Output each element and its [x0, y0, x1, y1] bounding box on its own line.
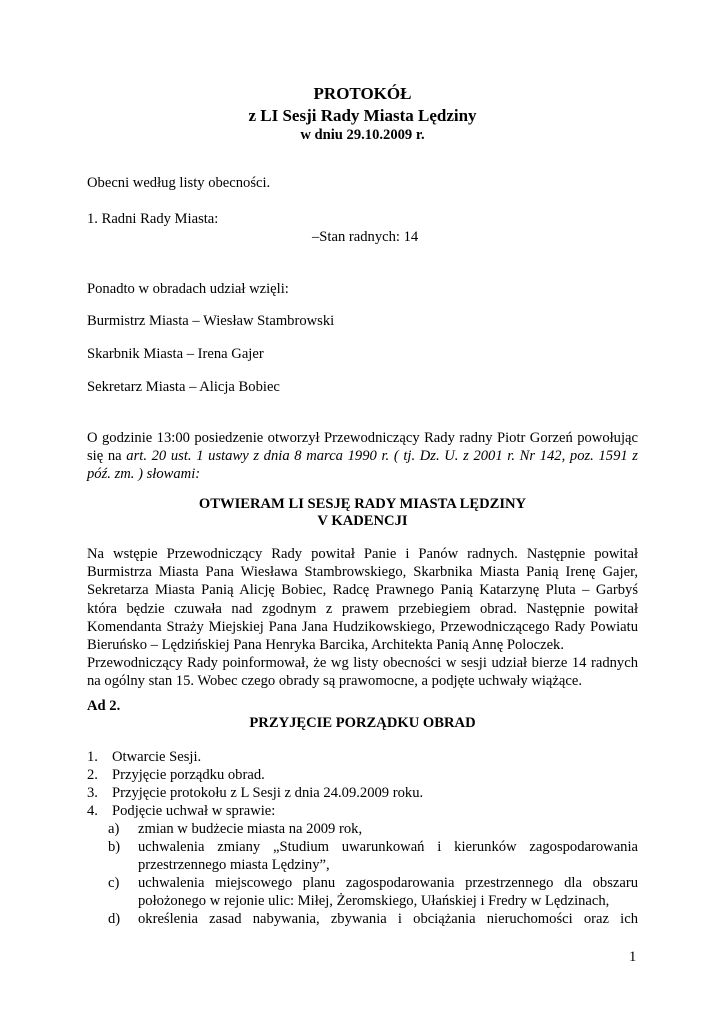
document-date: w dniu 29.10.2009 r. [300, 127, 425, 143]
person-mayor: Burmistrz Miasta – Wiesław Stambrowski [87, 313, 335, 329]
opening-line: póź. zm. ) słowami: [87, 466, 201, 483]
welcome-line: Sekretarza Miasta Panią Alicję Bobiec, Radcę Prawnego Panią Katarzynę Pluta – Garbyś [87, 582, 638, 599]
agenda-subitem-text: położonego w rejonie ulic: Miłej, Żeromskiego, Ułańskiej i Fredry w Lędzinach, [138, 893, 610, 909]
also-present-label: Ponadto w obradach udział wzięli: [87, 281, 289, 297]
agenda-subitem-letter: d) [108, 911, 121, 927]
agenda-item-text: Przyjęcie porządku obrad. [112, 767, 265, 783]
welcome-line: Burmistrza Miasta Pana Wiesława Stambrowskiego, Skarbnika Miasta Panią Irenę Gajer, [87, 564, 638, 581]
agenda-heading: PRZYJĘCIE PORZĄDKU OBRAD [249, 715, 476, 731]
document-subtitle: z LI Sesji Rady Miasta Lędziny [248, 106, 477, 125]
agenda-subitem-letter: c) [108, 875, 120, 891]
attendance-intro: Obecni według listy obecności. [87, 175, 271, 191]
opening-line: O godzinie 13:00 posiedzenie otworzył Przewodniczący Rady radny Piotr Gorzeń powołując [87, 430, 638, 446]
councillors-label: 1. Radni Rady Miasta: [87, 211, 219, 227]
document-title: PROTOKÓŁ [313, 84, 412, 103]
welcome-paragraph [87, 545, 638, 691]
agenda-item-number: 3. [87, 785, 98, 801]
welcome-line: która będzie czuwała nad zgodnym z prawem przebiegiem obrad. Następnie powitał [87, 600, 638, 617]
agenda-subitem-letter: a) [108, 821, 120, 837]
agenda-ad-label: Ad 2. [87, 698, 121, 714]
agenda-subitem-text: uchwalenia zmiany „Studium uwarunkowań i kierunków zagospodarowania [138, 839, 638, 855]
opening-line: się na art. 20 ust. 1 ustawy z dnia 8 marca 1990 r. ( tj. Dz. U. z 2001 r. Nr 142, poz. 1591 z [87, 448, 638, 465]
opening-paragraph [87, 429, 638, 484]
person-secretary: Sekretarz Miasta – Alicja Bobiec [87, 379, 280, 395]
agenda-item-text: Podjęcie uchwał w sprawie: [112, 803, 276, 819]
agenda-subitem-letter: b) [108, 839, 121, 855]
agenda-item-text: Otwarcie Sesji. [112, 749, 202, 765]
welcome-line: Komendanta Straży Miejskiej Pana Jana Hudzikowskiego, Przewodniczącego Rady Powiatu [87, 618, 638, 635]
page-number: 1 [629, 949, 637, 965]
agenda-item-number: 1. [87, 749, 98, 765]
agenda-item-text: Przyjęcie protokołu z L Sesji z dnia 24.09.2009 roku. [112, 785, 424, 801]
quorum-line: na ogólny stan 15. Wobec czego obrady są prawomocne, a podjęte uchwały wiążące. [87, 673, 582, 690]
agenda-subitem-text: określenia zasad nabywania, zbywania i obciążania nieruchomości oraz ich [138, 911, 638, 927]
quorum-line: Przewodniczący Rady poinformował, że wg listy obecności w sesji udział bierze 14 radnych [87, 655, 638, 672]
agenda-item-number: 2. [87, 767, 98, 783]
councillors-count: –Stan radnych: 14 [312, 229, 419, 245]
welcome-line: Na wstępie Przewodniczący Rady powitał Panie i Panów radnych. Następnie powitał [87, 546, 638, 562]
declaration-line-2: V KADENCJI [317, 513, 408, 529]
agenda-subitem-text: zmian w budżecie miasta na 2009 rok, [138, 821, 363, 837]
legal-citation: art. 20 ust. 1 ustawy z dnia 8 marca 1990 r. ( tj. Dz. U. z 2001 r. Nr 142, poz. 1591 z [126, 448, 638, 465]
declaration-line-1: OTWIERAM LI SESJĘ RADY MIASTA LĘDZINY [198, 496, 527, 512]
agenda-subitem-text: uchwalenia miejscowego planu zagospodarowania przestrzennego dla obszaru [138, 875, 638, 891]
welcome-line: Bieruńsko – Lędzińskiej Pana Henryka Barcika, Architekta Panią Annę Poloczek. [87, 637, 564, 654]
agenda-item-number: 4. [87, 803, 98, 819]
agenda-subitem-text: przestrzennego miasta Lędziny”, [138, 857, 330, 873]
person-treasurer: Skarbnik Miasta – Irena Gajer [87, 346, 264, 362]
